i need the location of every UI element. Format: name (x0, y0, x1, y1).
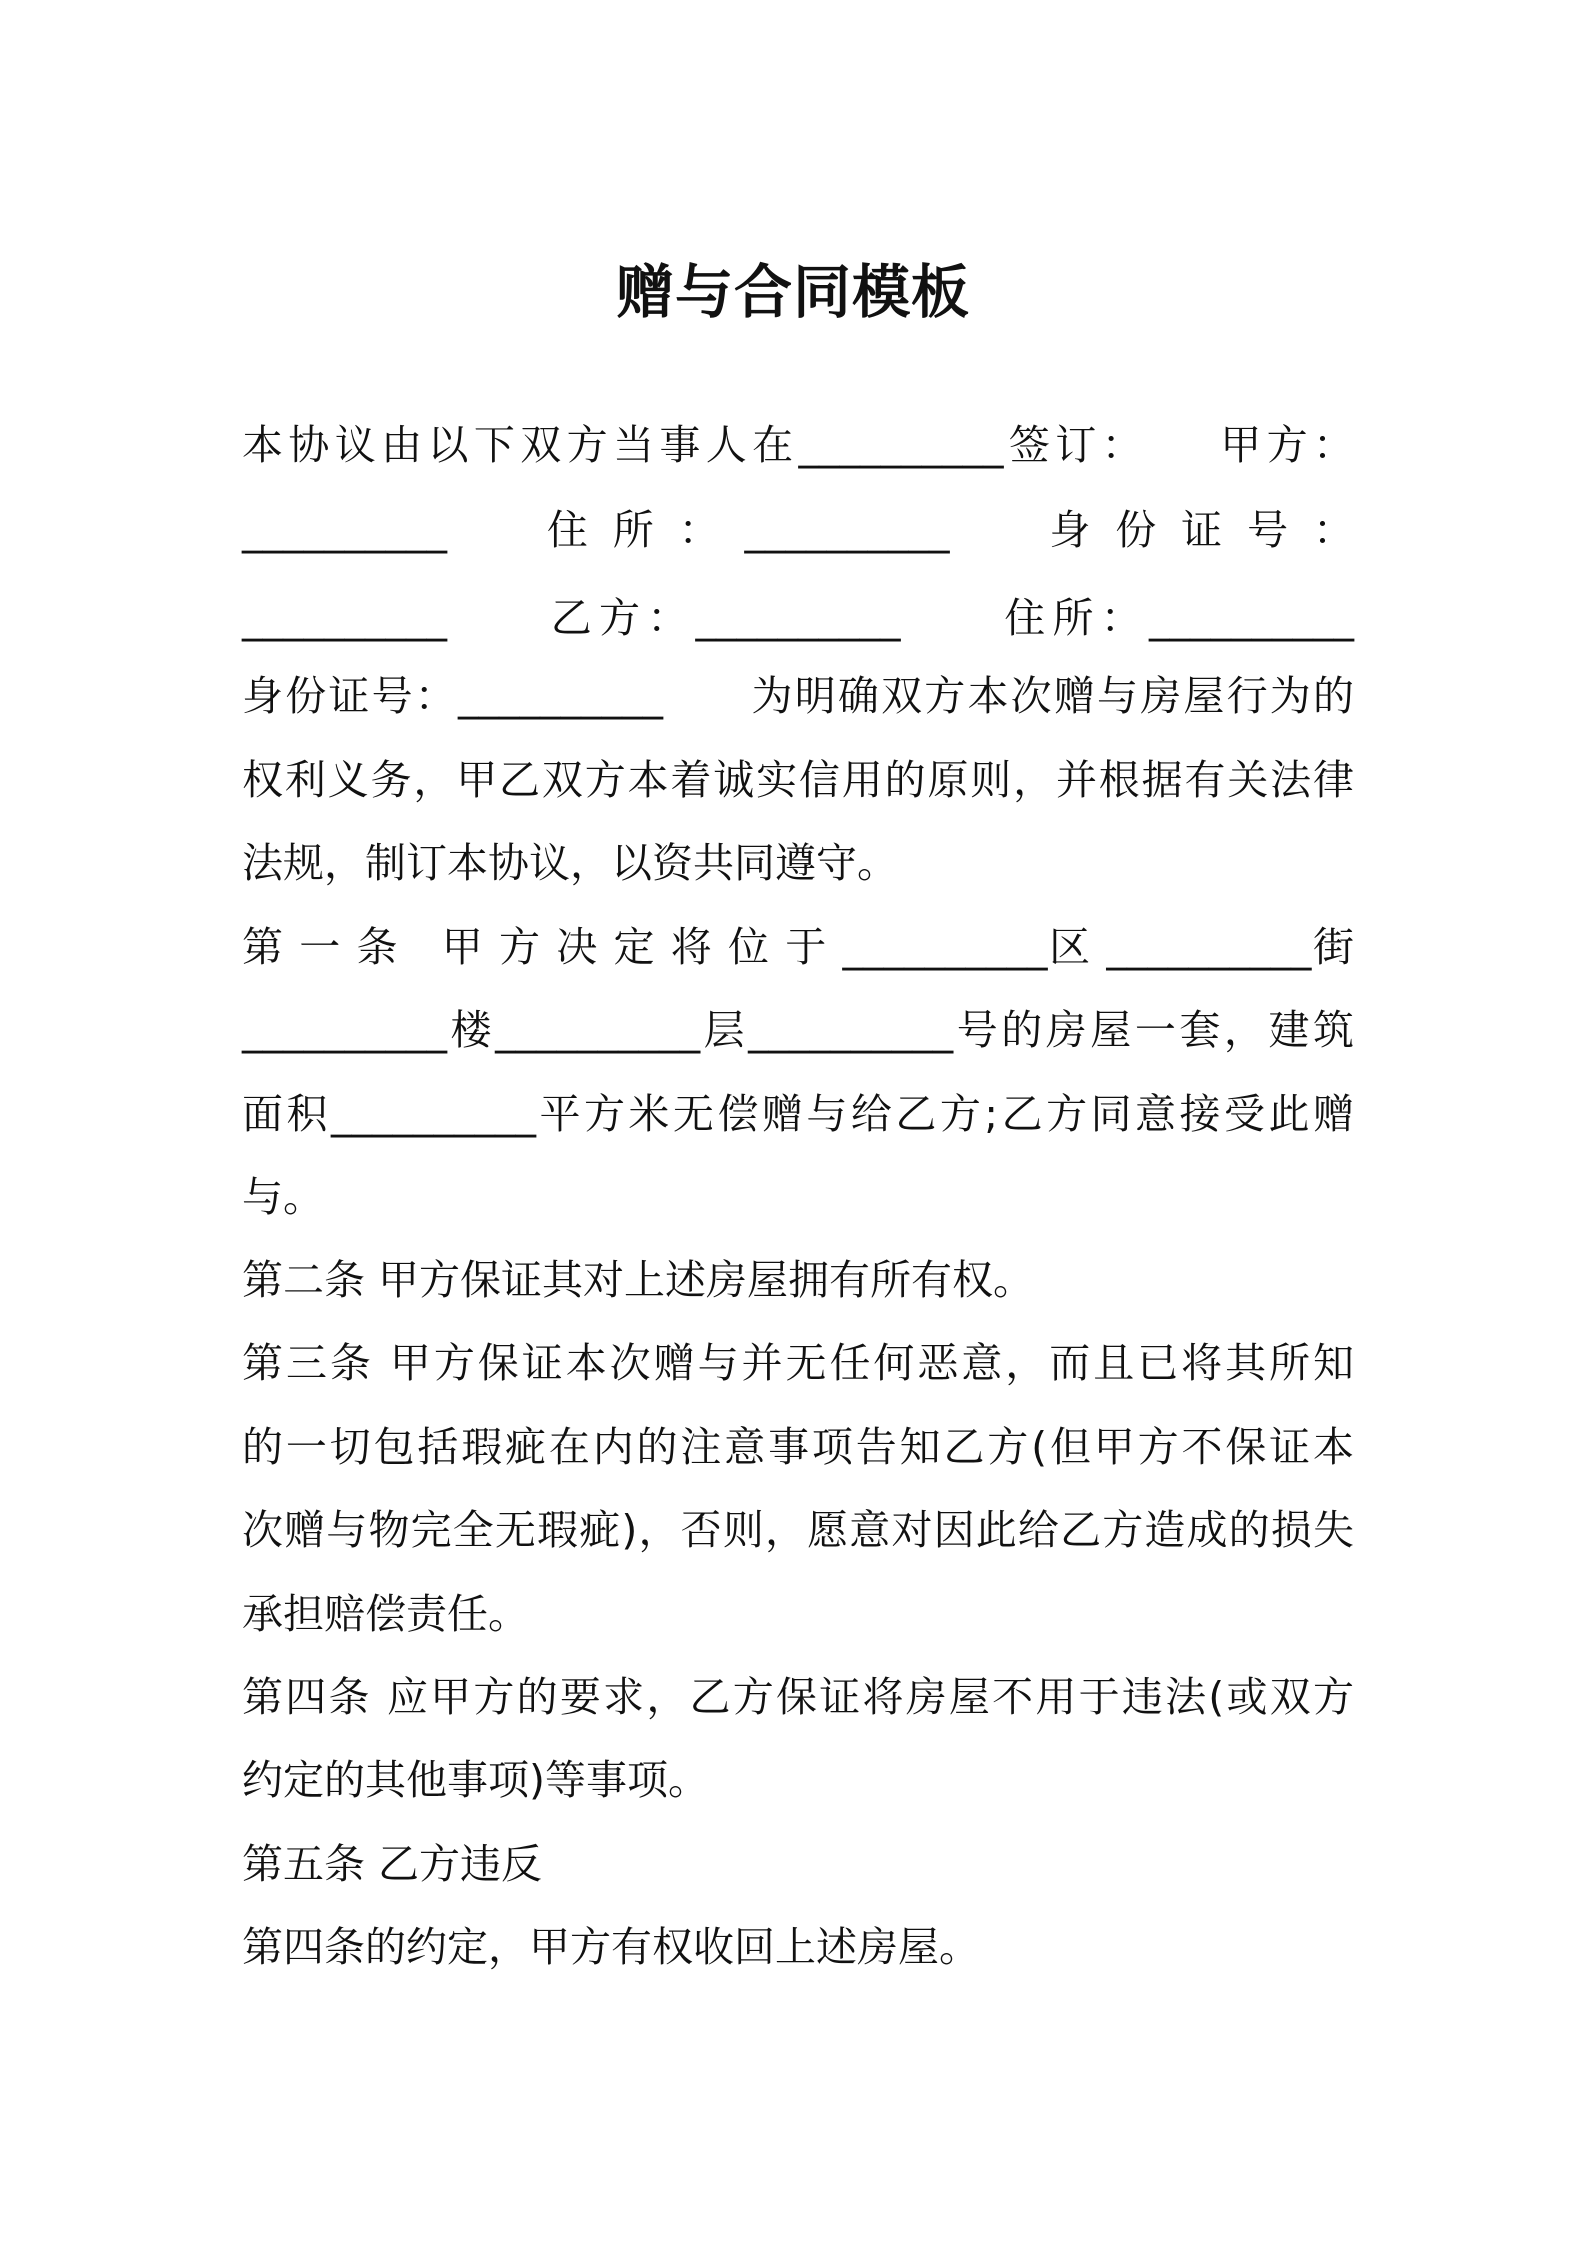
article-1-line-4: 与。 (242, 1173, 324, 1221)
article-1-line-3: 面积__________平方米无偿赠与给乙方;乙方同意接受此赠 (242, 1090, 1354, 1138)
text-line-5: 权利义务，甲乙双方本着诚实信用的原则，并根据有关法律 (242, 756, 1354, 804)
article-3-line-2: 的一切包括瑕疵在内的注意事项告知乙方(但甲方不保证本 (242, 1423, 1354, 1471)
text-line-3: __________ 乙方：__________ 住所：__________ (242, 594, 1354, 642)
article-5-line-2: 第四条的约定，甲方有权收回上述房屋。 (242, 1923, 980, 1971)
article-3-line-1: 第三条 甲方保证本次赠与并无任何恶意，而且已将其所知 (242, 1339, 1354, 1387)
document-title: 赠与合同模板 (615, 258, 970, 326)
article-3-line-4: 承担赔偿责任。 (242, 1590, 529, 1638)
article-3-line-3: 次赠与物完全无瑕疵)，否则，愿意对因此给乙方造成的损失 (242, 1506, 1354, 1554)
article-4-line-2: 约定的其他事项)等事项。 (242, 1756, 709, 1804)
article-1-line-1: 第 一 条 甲 方 决 定 将 位 于 __________区 __________街 (242, 923, 1354, 971)
text-line-6: 法规，制订本协议，以资共同遵守。 (242, 839, 898, 887)
text-line-4: 身份证号：__________ 为明确双方本次赠与房屋行为的 (242, 672, 1354, 720)
text-line-1: 本协议由以下双方当事人在__________签订： 甲方： (242, 421, 1354, 469)
article-1-line-2: __________楼__________层__________号的房屋一套，建筑 (242, 1006, 1354, 1054)
article-5-line-1: 第五条 乙方违反 (242, 1840, 543, 1888)
article-2-line-1: 第二条 甲方保证其对上述房屋拥有所有权。 (242, 1256, 1035, 1304)
text-line-2: __________ 住 所 ： __________ 身 份 证 号 ： (242, 506, 1354, 554)
article-4-line-1: 第四条 应甲方的要求，乙方保证将房屋不用于违法(或双方 (242, 1673, 1354, 1721)
